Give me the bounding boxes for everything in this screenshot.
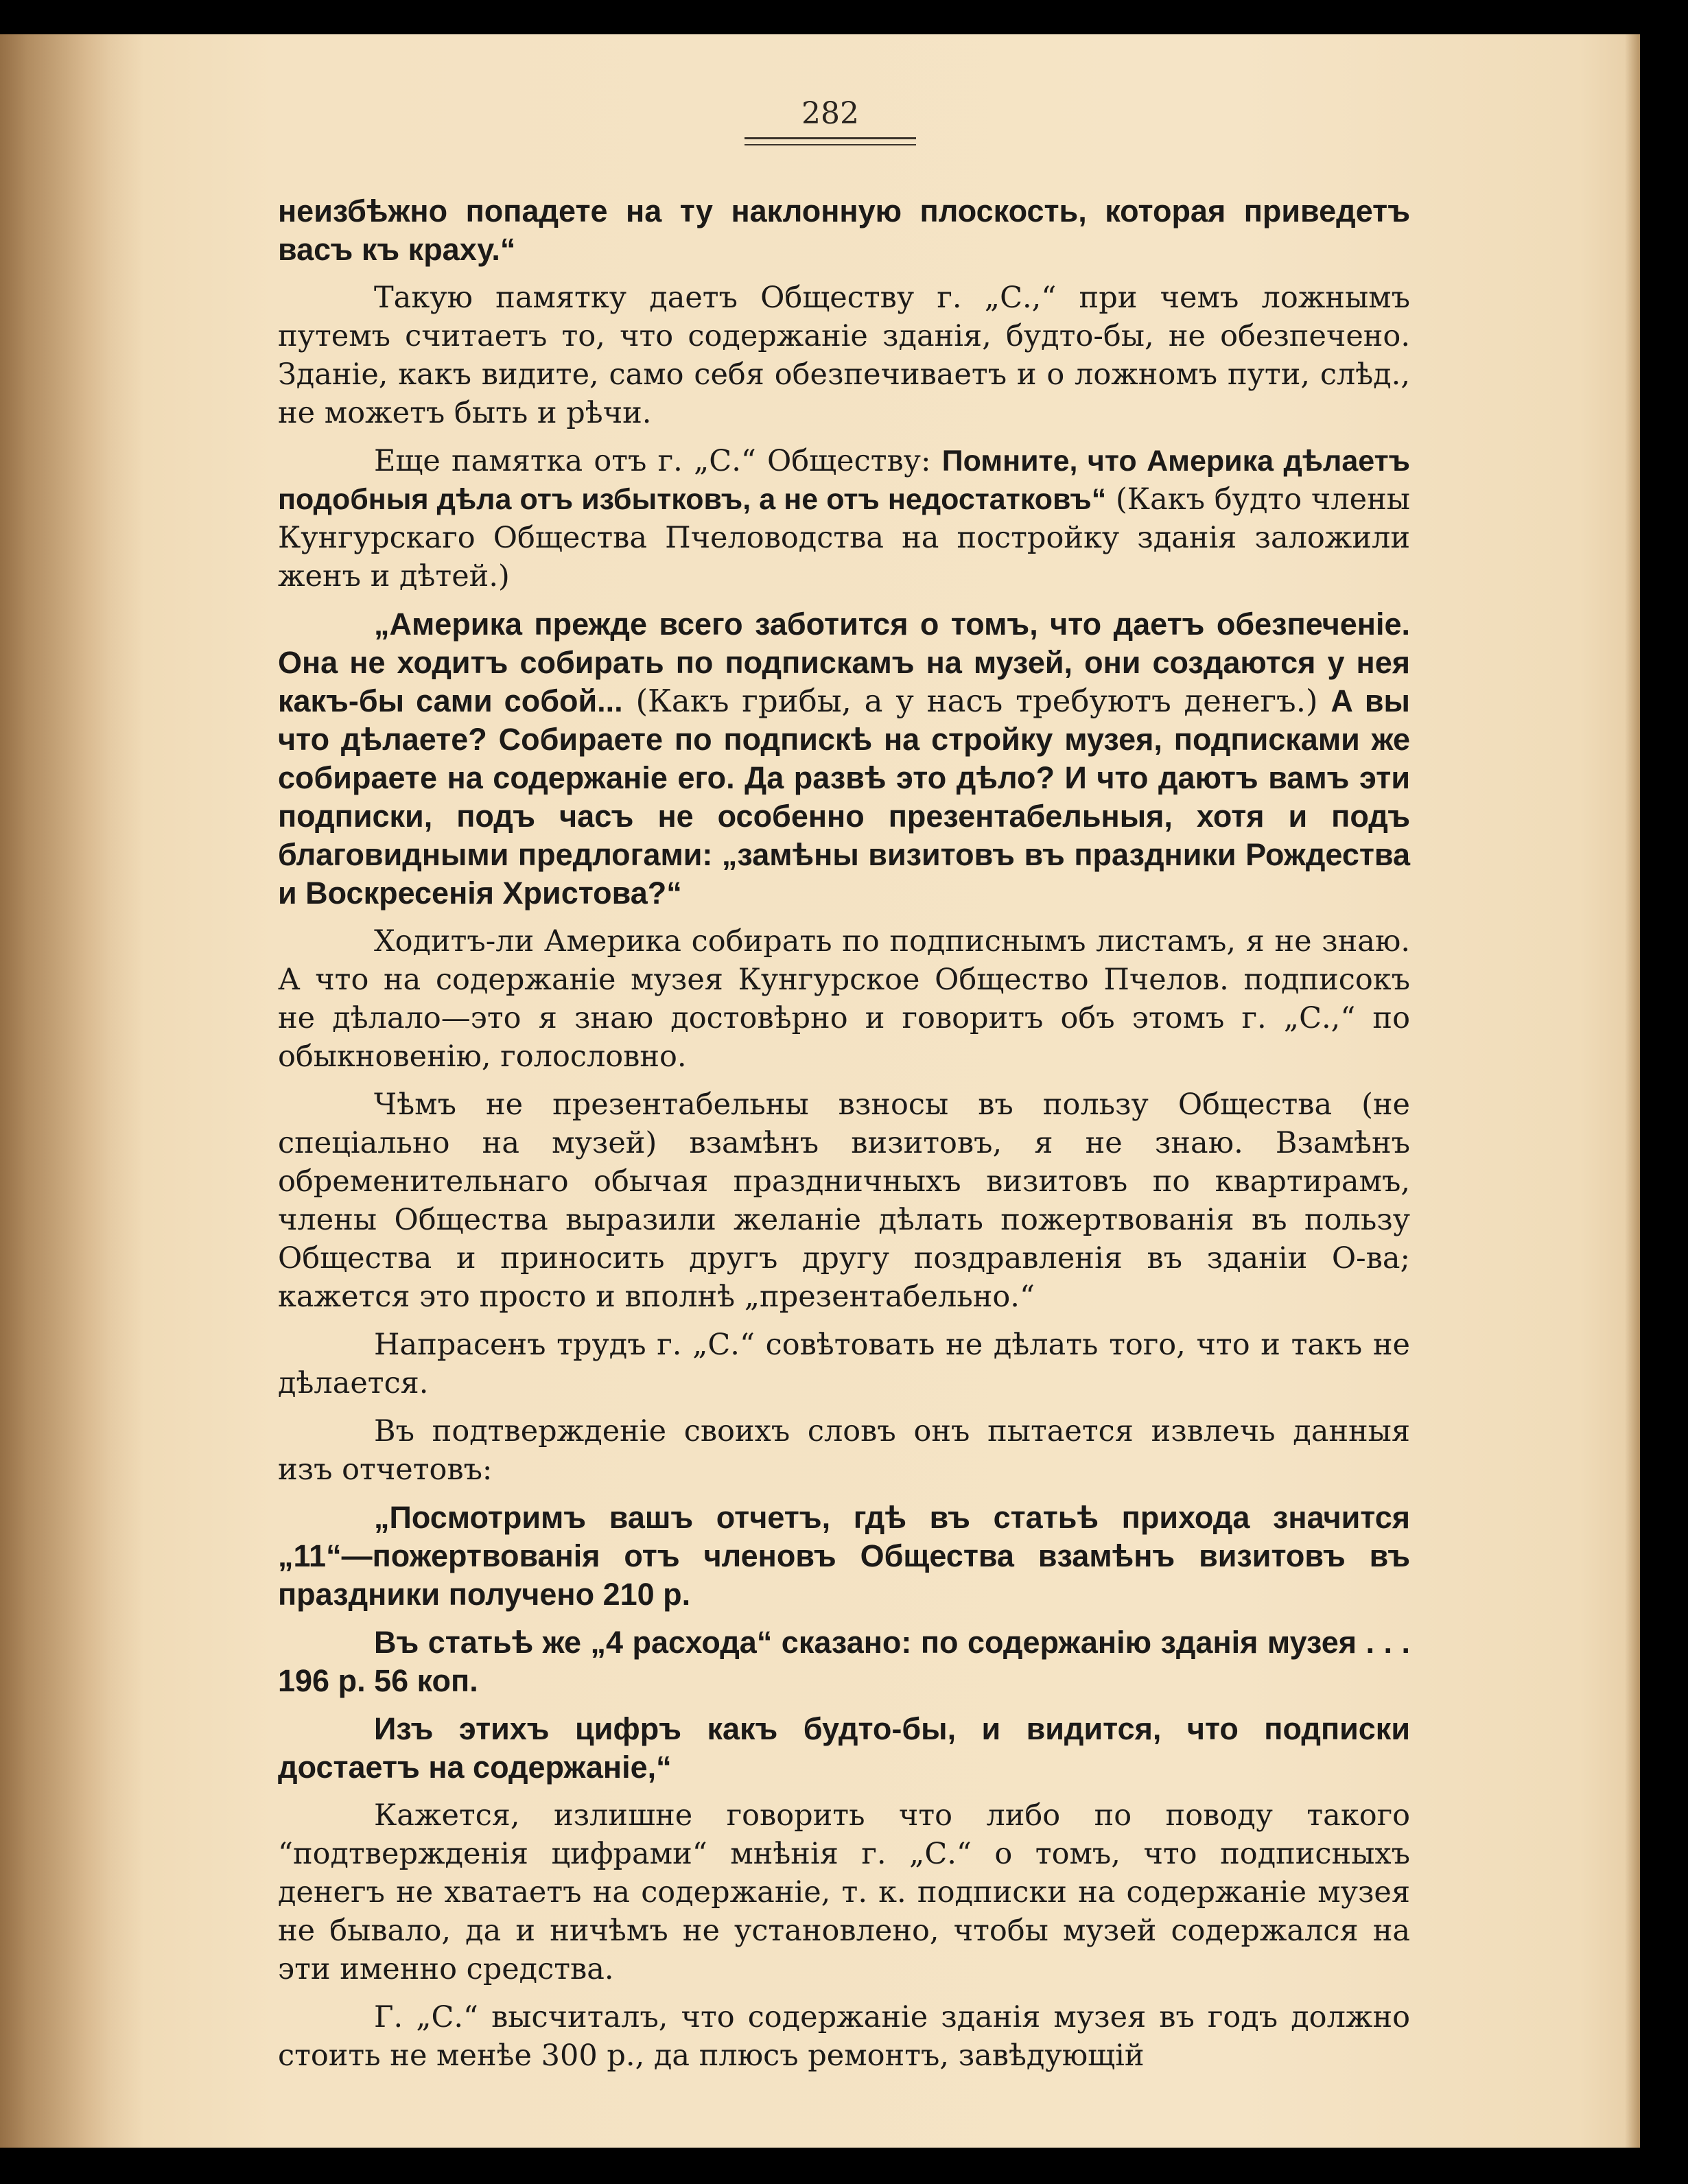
paragraph: Кажется, излишне говорить что либо по поводу такого “подтвержденія цифрами“ мнѣнія г. „С.“ о томъ, что подписныхъ денегъ не хватаетъ на содержаніе, т. к. подписки на содержаніе музея не бывало, да и ничѣмъ не установлено, чтобы музей содержался на эти именно средства. (278, 1798, 1410, 1986)
paragraph: Чѣмъ не презентабельны взносы въ пользу Общества (не спеціально на музей) взамѣнъ визитовъ, я не знаю. Взамѣнъ обременительнаго обычая праздничныхъ визитовъ по квартирамъ, члены Общества выразили желаніе дѣлать пожертвованія въ пользу Общества и приносить другъ другу поздравленія въ зданіи О-ва; кажется это просто и вполнѣ „презентабельно.“ (278, 1088, 1410, 1314)
paragraph: Напрасенъ трудъ г. „С.“ совѣтовать не дѣлать того, что и такъ не дѣлается. (278, 1328, 1410, 1400)
paragraph: неизбѣжно попадете на ту наклонную плоскость, которая приведетъ васъ къ краху.“ (278, 193, 1410, 267)
paragraph-quote: А вы что дѣлаете? Собираете по подпискѣ на стройку музея, подписками же собираете на содержаніе его. Да развѣ это дѣло? И что даютъ вамъ эти подписки, подъ часъ не особенно презентабельныя, хотя и подъ благовидными предлогами: „замѣны визитовъ въ праздники Рождества и Воскресенія Христова?“ (278, 683, 1410, 911)
paragraph: „Посмотримъ вашъ отчетъ, гдѣ въ статьѣ прихода значится „11“—пожертвованія отъ членовъ Общества взамѣнъ визитовъ въ праздники получено 210 р. (278, 1500, 1410, 1612)
header-rule-thin (745, 144, 916, 145)
paragraph-aside: (Какъ грибы, а у насъ требуютъ денегъ.) (622, 683, 1331, 719)
paragraph: Въ подтвержденіе своихъ словъ онъ пытается извлечь данныя изъ отчетовъ: (278, 1414, 1410, 1487)
paragraph: Такую памятку даетъ Обществу г. „С.,“ при чемъ ложнымъ путемъ считаетъ то, что содержаніе зданія, будто-бы, не обезпечено. Зданіе, какъ видите, само себя обезпечиваетъ и о ложномъ пути, слѣд., не можетъ быть и рѣчи. (278, 281, 1410, 430)
paragraph-quote: „Америка прежде всего заботится о томъ, что даетъ обезпеченіе. Она не ходитъ собирать по подпискамъ на музей, они создаются у нея какъ-бы сами собой... (278, 607, 1410, 718)
paragraph: Въ статьѣ же „4 расхода“ сказано: по содержанію зданія музея . . . 196 р. 56 коп. (278, 1625, 1410, 1698)
page-number: 282 (801, 96, 859, 131)
header-rule (745, 137, 916, 139)
paragraph-span: (Какъ будто члены Кунгурскаго Общества Пчеловодства на постройку зданія заложили женъ и дѣтей.) (278, 482, 1410, 594)
scanned-page (0, 34, 1640, 2148)
paragraph: Изъ этихъ цифръ какъ будто-бы, и видится, что подписки достаетъ на содержаніе,“ (278, 1711, 1410, 1785)
binding-gutter-shadow (0, 34, 144, 2148)
page-body (278, 192, 1410, 2085)
paragraph-span: Еще памятка отъ г. „С.“ Обществу: (374, 444, 942, 478)
page-edge-shadow (1625, 34, 1640, 2148)
paragraph (278, 605, 1410, 913)
paragraph: Г. „С.“ высчиталъ, что содержаніе зданія музея въ годъ должно стоить не менѣе 300 р., да плюсъ ремонтъ, завѣдующій (278, 2000, 1410, 2073)
paragraph (278, 442, 1410, 596)
paragraph: Ходитъ-ли Америка собирать по подписнымъ листамъ, я не знаю. А что на содержаніе музея Кунгурское Общество Пчелов. подписокъ не дѣлало—это я знаю достовѣрно и говоритъ объ этомъ г. „С.,“ по обыкновенію, голословно. (278, 924, 1410, 1074)
paragraph-quote: Помните, что Америка дѣлаетъ подобныя дѣла отъ избытковъ, а не отъ недостатковъ“ (278, 445, 1410, 516)
